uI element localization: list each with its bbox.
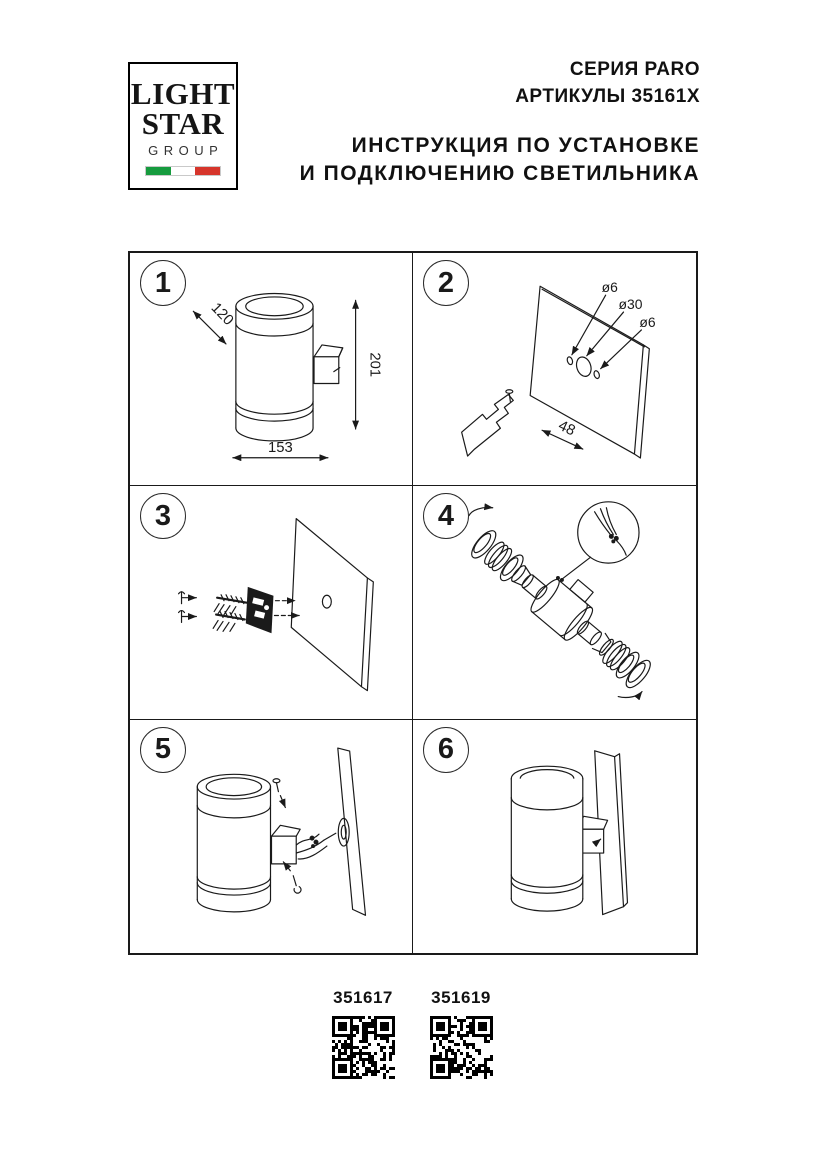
screw-bottom <box>283 862 301 893</box>
dim-depth-label: 120 <box>207 299 237 329</box>
italy-flag-bar <box>145 166 221 176</box>
mounting-plate <box>338 818 349 846</box>
qr-code-image <box>332 1016 395 1079</box>
step-2-panel <box>413 253 696 486</box>
step-3-number: 3 <box>140 493 186 539</box>
step-3-panel <box>130 486 413 719</box>
wires <box>296 833 336 859</box>
header <box>300 56 700 188</box>
spacing-label: 48 <box>555 417 578 440</box>
step-4-panel <box>413 486 696 719</box>
wall-panel <box>291 519 373 691</box>
step-5-number: 5 <box>140 727 186 773</box>
articles-title: АРТИКУЛЫ 35161X <box>515 86 700 107</box>
hole3-label: ø6 <box>639 313 656 330</box>
qr-code-image <box>430 1016 493 1079</box>
logo-text-star: STAR <box>141 106 225 141</box>
screw-top <box>273 778 285 807</box>
logo-text-group: GROUP <box>148 143 224 158</box>
step-4-number: 4 <box>423 493 469 539</box>
screw-icons <box>179 592 197 623</box>
instruction-title-line1: ИНСТРУКЦИЯ ПО УСТАНОВКЕ <box>351 134 700 157</box>
exploded-assembly <box>465 514 665 694</box>
qr-label: 351617 <box>333 988 393 1007</box>
dim-width-label: 153 <box>268 439 293 456</box>
step-5-panel <box>130 720 413 953</box>
lamp-cylinder <box>511 766 582 911</box>
series-title: СЕРИЯ PARO <box>569 59 700 80</box>
lamp-cylinder <box>236 293 313 440</box>
direction-arrows <box>274 601 299 616</box>
lamp-cylinder <box>197 774 270 912</box>
instruction-grid <box>128 251 698 955</box>
dimension-width <box>233 440 328 458</box>
mounting-bracket <box>246 587 274 633</box>
hole1-label: ø6 <box>601 279 618 296</box>
dimension-spacing <box>542 418 583 449</box>
junction-box <box>314 345 343 384</box>
step-6-number: 6 <box>423 727 469 773</box>
dimension-height <box>356 300 383 429</box>
qr-block-351617 <box>331 988 395 1079</box>
flag-green-stripe <box>146 167 171 175</box>
step-2-number: 2 <box>423 260 469 306</box>
flag-white-stripe <box>171 167 196 175</box>
lightstar-logo <box>128 62 238 190</box>
dim-height-label: 201 <box>366 352 383 378</box>
wall-hole <box>322 596 331 609</box>
wire-connection-detail <box>561 502 639 580</box>
step-1-number: 1 <box>140 260 186 306</box>
hole2-label: ø30 <box>618 296 643 313</box>
instruction-title <box>300 132 700 188</box>
flag-red-stripe <box>195 167 220 175</box>
junction-box <box>271 825 300 864</box>
logo-text-light: LIGHT <box>130 76 236 111</box>
wall-panel <box>338 748 366 915</box>
step-6-panel <box>413 720 696 953</box>
step-1-panel <box>130 253 413 486</box>
mounting-template <box>462 390 514 456</box>
hole-labels <box>572 279 656 368</box>
screws-with-plugs <box>213 595 247 632</box>
dimension-depth <box>193 300 236 344</box>
qr-label: 351619 <box>431 988 491 1007</box>
instruction-title-line2: И ПОДКЛЮЧЕНИЮ СВЕТИЛЬНИКА <box>299 162 700 185</box>
drill-holes <box>566 355 600 379</box>
qr-block-351619 <box>429 988 493 1079</box>
